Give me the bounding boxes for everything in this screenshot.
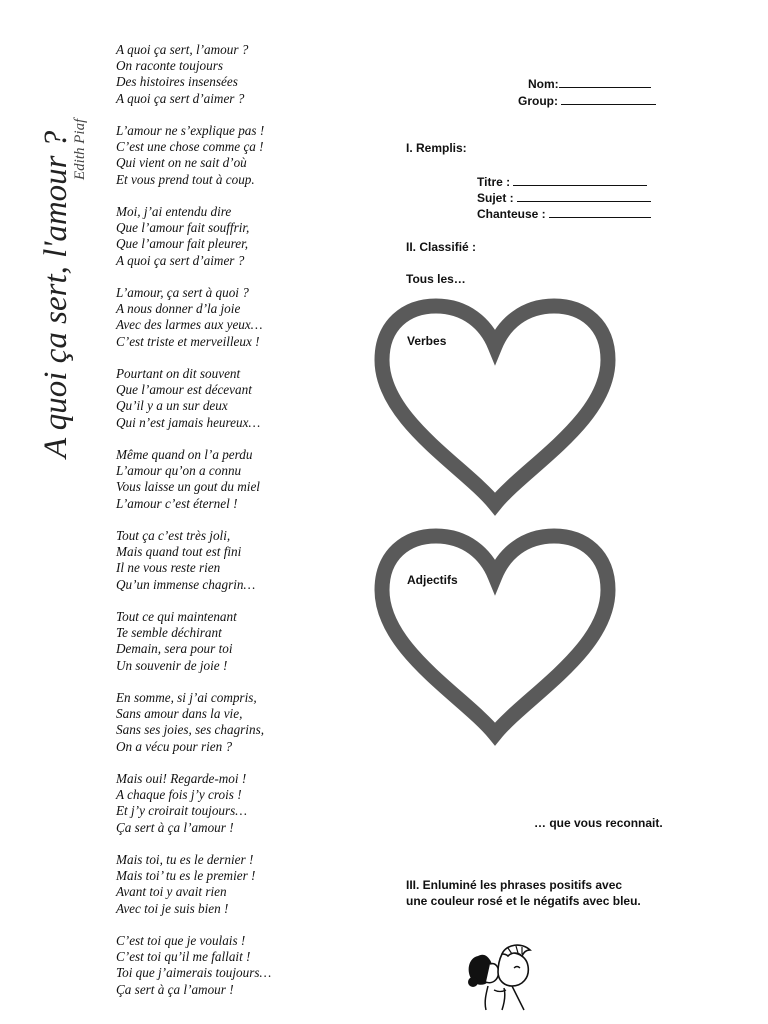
- group-field: [518, 93, 656, 108]
- stanza: [116, 771, 376, 836]
- heart-verbes: [370, 292, 620, 520]
- lyric-line: Ça sert à ça l’amour !: [116, 819, 234, 835]
- lyric-line: C’est triste et merveilleux !: [116, 333, 260, 349]
- heart-adjectifs: [370, 522, 620, 750]
- lyric-line: Des histoires insensées: [116, 74, 238, 90]
- section1-heading: I. Remplis:: [406, 141, 467, 155]
- lyric-line: Sans ses joies, ses chagrins,: [116, 722, 264, 738]
- section2-footer: … que vous reconnait.: [534, 816, 663, 830]
- titre-blank[interactable]: [513, 174, 647, 186]
- nom-field: [528, 76, 651, 91]
- section2-intro: Tous les…: [406, 272, 466, 286]
- lyric-line: Un souvenir de joie !: [116, 657, 228, 673]
- lyric-line: Avec des larmes aux yeux…: [116, 317, 263, 333]
- lyric-line: L’amour c’est éternel !: [116, 495, 238, 511]
- heart-adjectifs-label: Adjectifs: [407, 573, 458, 587]
- lyric-line: Vous laisse un gout du miel: [116, 479, 260, 495]
- heart-adjectifs-outline: [382, 536, 608, 734]
- lyric-line: Te semble déchirant: [116, 625, 222, 641]
- lyric-line: Il ne vous reste rien: [116, 560, 221, 576]
- lyric-line: C’est toi qu’il me fallait !: [116, 949, 251, 965]
- lyric-line: Mais toi’ tu es le premier !: [116, 868, 256, 884]
- lyric-line: Que l’amour fait pleurer,: [116, 236, 249, 252]
- stanza: [116, 285, 376, 350]
- lyric-line: Et j’y croirait toujours…: [116, 803, 248, 819]
- lyric-line: Sans amour dans la vie,: [116, 706, 243, 722]
- sujet-label: Sujet :: [477, 191, 514, 205]
- lyric-line: Tout ce qui maintenant: [116, 609, 237, 624]
- song-lyrics: [116, 42, 376, 1014]
- lyric-line: Pourtant on dit souvent: [116, 366, 241, 381]
- lyric-line: L’amour qu’on a connu: [116, 463, 242, 479]
- lyric-line: Avant toi y avait rien: [116, 884, 227, 900]
- lyric-line: Demain, sera pour toi: [116, 641, 233, 657]
- lyric-line: En somme, si j’ai compris,: [116, 690, 257, 705]
- lyric-line: On a vécu pour rien ?: [116, 738, 233, 754]
- sujet-blank[interactable]: [517, 190, 651, 202]
- heart-verbes-label: Verbes: [407, 334, 447, 348]
- lyric-line: Ça sert à ça l’amour !: [116, 981, 234, 997]
- stanza: [116, 852, 376, 917]
- lyric-line: C’est toi que je voulais !: [116, 933, 246, 948]
- chanteuse-label: Chanteuse :: [477, 207, 546, 221]
- stanza: [116, 123, 376, 188]
- stanza: [116, 447, 376, 512]
- lyric-line: Qui vient on ne sait d’où: [116, 155, 247, 171]
- side-title: A quoi ça sert, l'amour ?: [38, 130, 74, 458]
- lyric-line: Que l’amour est décevant: [116, 382, 252, 398]
- lyric-line: Qu’un immense chagrin…: [116, 576, 256, 592]
- lyric-line: Avec toi je suis bien !: [116, 900, 229, 916]
- group-blank[interactable]: [561, 93, 656, 105]
- side-title-graphic: [0, 0, 110, 480]
- lyric-line: Qu’il y a un sur deux: [116, 398, 228, 414]
- sujet-field: [477, 190, 651, 205]
- stanza: [116, 690, 376, 755]
- lyric-line: Tout ça c’est très joli,: [116, 528, 231, 543]
- lyric-line: Et vous prend tout à coup.: [116, 171, 255, 187]
- lyric-line: Moi, j’ai entendu dire: [116, 204, 232, 219]
- lyric-line: Mais oui! Regarde-moi !: [116, 771, 247, 786]
- side-signature: Edith Piaf: [72, 118, 88, 180]
- lyric-line: A chaque fois j’y crois !: [116, 787, 242, 803]
- kissing-couple-illustration: [464, 938, 540, 1012]
- lyric-line: A quoi ça sert d’aimer ?: [116, 252, 245, 268]
- nom-label: Nom:: [528, 77, 559, 91]
- lyric-line: L’amour, ça sert à quoi ?: [116, 285, 249, 300]
- lyric-line: Toi que j’aimerais toujours…: [116, 965, 272, 981]
- stanza: [116, 609, 376, 674]
- stanza: [116, 528, 376, 593]
- lyric-line: L’amour ne s’explique pas !: [116, 123, 265, 138]
- lyric-line: Que l’amour fait souffrir,: [116, 220, 250, 236]
- lyric-line: A quoi ça sert, l’amour ?: [116, 42, 249, 57]
- nom-blank[interactable]: [559, 76, 651, 88]
- stanza: [116, 366, 376, 431]
- lyric-line: Même quand on l’a perdu: [116, 447, 253, 462]
- lyric-line: Mais quand tout est fini: [116, 544, 242, 560]
- chanteuse-blank[interactable]: [549, 206, 651, 218]
- lyric-line: C’est une chose comme ça !: [116, 139, 264, 155]
- titre-field: [477, 174, 647, 189]
- stanza: [116, 204, 376, 269]
- group-label: Group:: [518, 94, 558, 108]
- titre-label: Titre :: [477, 175, 511, 189]
- lyric-line: A quoi ça sert d’aimer ?: [116, 90, 245, 106]
- lyric-line: Mais toi, tu es le dernier !: [116, 852, 254, 867]
- chanteuse-field: [477, 206, 651, 221]
- stanza: [116, 933, 376, 998]
- lyric-line: Qui n’est jamais heureux…: [116, 414, 261, 430]
- section3-instruction: III. Enluminé les phrases positifs avec une couleur rosé et le négatifs avec bleu.: [406, 878, 641, 908]
- stanza: [116, 42, 376, 107]
- lyric-line: On raconte toujours: [116, 58, 223, 74]
- lyric-line: A nous donner d’la joie: [116, 301, 241, 317]
- section2-heading: II. Classifié :: [406, 240, 477, 254]
